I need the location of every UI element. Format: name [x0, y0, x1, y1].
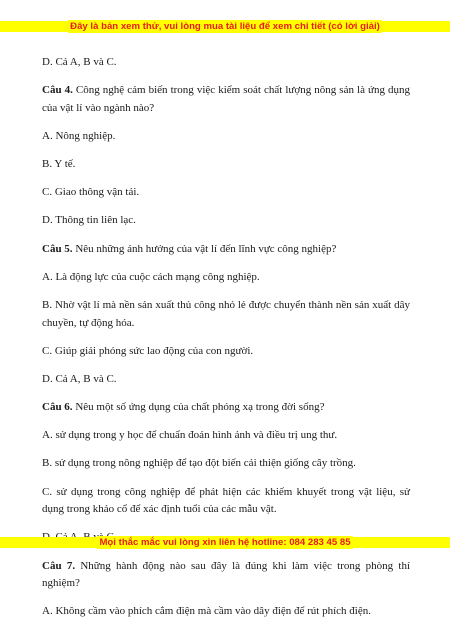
- question-number: Câu 4.: [42, 84, 73, 97]
- answer-option: [42, 297, 410, 332]
- answer-option: [42, 603, 410, 621]
- question-paragraph: [42, 241, 410, 259]
- paragraph-text: A. Là động lực của cuộc cách mạng công nghiệp.: [42, 270, 260, 283]
- paragraph-text: B. sử dụng trong nông nghiệp để tạo đột biến cải thiện giống cây trồng.: [42, 457, 356, 470]
- answer-option: [42, 371, 410, 389]
- answer-option: [42, 484, 410, 519]
- paragraph-text: C. Giao thông vận tải.: [42, 186, 140, 199]
- question-paragraph: [42, 558, 410, 593]
- answer-option: [42, 128, 410, 146]
- paragraph-text: C. sử dụng trong công nghiệp để phát hiện các khiếm khuyết trong vật liệu, sử dụng trong khảo cổ để xác định tuổi của các mẫu vật.: [42, 485, 410, 516]
- paragraph-text: Những hành động nào sau đây là đúng khi làm việc trong phòng thí nghiệm?: [42, 559, 411, 589]
- paragraph-text: A. Nông nghiệp.: [42, 129, 116, 142]
- paragraph-text: B. Y tế.: [42, 158, 76, 171]
- answer-option: [42, 427, 410, 445]
- paragraph-text: A. sử dụng trong y học để chuẩn đoán hình ảnh và điều trị ung thư.: [42, 429, 338, 442]
- question-paragraph: [42, 82, 410, 117]
- header-banner: [0, 21, 450, 32]
- answer-option: [42, 54, 410, 72]
- footer-banner: [0, 537, 450, 548]
- answer-option: [42, 184, 410, 202]
- paragraph-text: Công nghệ cảm biến trong việc kiểm soát chất lượng nông sản là ứng dụng của vật lí vào ngành nào?: [42, 84, 410, 114]
- question-number: Câu 7.: [42, 559, 76, 572]
- answer-option: [42, 455, 410, 473]
- paragraph-text: A. Không cầm vào phích cắm điện mà cầm vào dây điện để rút phích điện.: [42, 605, 371, 618]
- paragraph-text: D. Cả A, B và C.: [42, 372, 117, 385]
- paragraph-text: B. Nhờ vật lí mà nền sản xuất thủ công nhỏ lẻ được chuyển thành nền sản xuất dây chuyền, tự động hóa.: [42, 299, 410, 329]
- answer-option: [42, 156, 410, 174]
- header-banner-text: Đây là bản xem thử, vui lòng mua tài liệu để xem chi tiết (có lời giải): [70, 21, 380, 32]
- answer-option: [42, 343, 410, 361]
- answer-option: [42, 269, 410, 287]
- question-number: Câu 5.: [42, 242, 73, 255]
- answer-option: [42, 212, 410, 230]
- paragraph-text: Nêu một số ứng dụng của chất phóng xạ trong đời sống?: [72, 401, 325, 414]
- paragraph-text: C. Giúp giải phóng sức lao động của con người.: [42, 344, 254, 357]
- paragraph-text: D. Cả A, B và C.: [42, 56, 117, 68]
- question-number: Câu 6.: [42, 401, 73, 414]
- footer-banner-text: Mọi thắc mắc vui lòng xin liên hệ hotline: 084 283 45 85: [99, 537, 351, 548]
- question-paragraph: [42, 399, 410, 417]
- paragraph-text: Nêu những ảnh hưởng của vật lí đến lĩnh vực công nghiệp?: [72, 242, 337, 255]
- paragraph-text: D. Thông tin liên lạc.: [42, 214, 136, 227]
